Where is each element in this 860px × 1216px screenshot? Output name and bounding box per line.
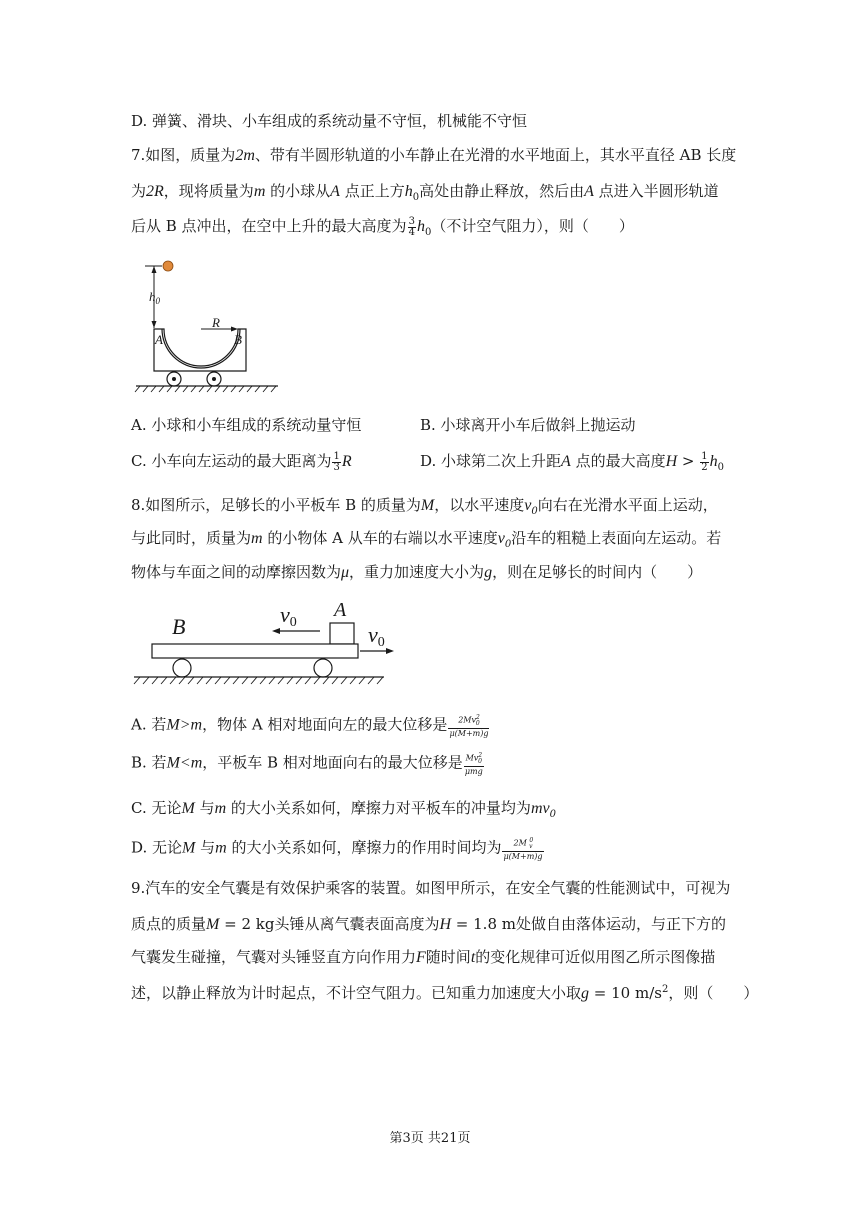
q8-option-b: B. 若M<m，平板车 B 相对地面向右的最大位移是 $\frac{Mv^2_0}{\text{μmg}}$ (131, 752, 483, 777)
q7-option-d: D. 小球第二次上升距A 点的最大高度H > $\frac{1}{2}$ $h_0$ (420, 450, 725, 473)
q8-option-a: A. 若M>m，物体 A 相对地面向左的最大位移是 $\frac{2Mv^2_0}{\mu(M+m)g}$ (131, 714, 489, 739)
q8-figure-plank-block (130, 598, 400, 694)
q6-option-d: D. 弹簧、滑块、小车组成的系统动量不守恒，机械能不守恒 (131, 112, 528, 130)
q7-option-a: A. 小球和小车组成的系统动量守恒 (131, 416, 362, 434)
fraction-3-4: $\frac{3}{4}$ (408, 215, 415, 238)
q9-stem-line2: 质点的质量M = 2 kg头锤从离气囊表面高度为H = 1.8 m处做自由落体运动，与正下方的 (131, 915, 726, 933)
q7-stem-line2: 为2R，现将质量为m 的小球从A 点正上方$h_0$高处由静止释放，然后由A 点进入半圆形轨道 (131, 182, 719, 203)
fraction-1-2: $\frac{1}{2}$ (701, 450, 708, 473)
q7-stem-line1: 7.如图，质量为2m、带有半圆形轨道的小车静止在光滑的水平地面上，其水平直径 AB 长度 (131, 146, 737, 164)
label-h0: $h_0$ (149, 289, 160, 306)
fraction-option-a: $\frac{2Mv^2_0}{\mu(M+m)g}$ (449, 714, 489, 739)
label-a: A (155, 332, 163, 347)
ball (163, 261, 173, 271)
plank-b (152, 644, 358, 658)
label-b: B (172, 614, 186, 639)
label-v0-right: v0 (368, 622, 385, 650)
q8-stem-line2: 与此同时，质量为m 的小物体 A 从车的右端以水平速度$v_0$沿车的粗糙上表面向左运动。若 (131, 529, 722, 550)
q8-option-c: C. 无论M 与m 的大小关系如何，摩擦力对平板车的冲量均为$mv_0$ (131, 799, 556, 820)
fraction-option-d: $\frac{2M ^0_v}{\mu(M+m)g}$ (503, 837, 543, 862)
q7-stem-line3: 后从 B 点冲出，在空中上升的最大高度为 $\frac{3}{4}$ $h_0$（不计空气阻力），则（ ） (131, 215, 634, 238)
q8-stem-line3: 物体与车面之间的动摩擦因数为μ，重力加速度大小为g，则在足够长的时间内（ ） (131, 563, 703, 581)
q9-stem-line1: 9.汽车的安全气囊是有效保护乘客的装置。如图甲所示，在安全气囊的性能测试中，可视为 (131, 879, 731, 897)
fraction-option-b: $\frac{Mv^2_0}{\text{μmg}}$ (464, 752, 483, 777)
page-footer: 第3页 共21页 (389, 1131, 471, 1146)
q9-stem-line3: 气囊发生碰撞，气囊对头锤竖直方向作用力F随时间t的变化规律可近似用图乙所示图像描 (131, 948, 716, 966)
q7-option-b: B. 小球离开小车后做斜上抛运动 (420, 416, 636, 434)
q9-stem-line4: 述，以静止释放为计时起点，不计空气阻力。已知重力加速度大小取g = 10 $m/s^2$，则（ ） (131, 984, 759, 1002)
q8-option-d: D. 无论M 与m 的大小关系如何，摩擦力的作用时间均为 $\frac{2M ^0_v}{\mu(M+m)g}$ (131, 837, 543, 862)
label-r: R (212, 315, 220, 330)
q8-stem-line1: 8.如图所示，足够长的小平板车 B 的质量为M，以水平速度$v_0$向右在光滑水平面上运动， (131, 496, 718, 517)
fraction-1-3: $\frac{1}{3}$ (333, 450, 340, 473)
label-b: B (234, 332, 242, 347)
block-a (330, 623, 354, 644)
label-a: A (334, 599, 347, 621)
q7-figure-cart-semicircle (128, 255, 288, 395)
q7-option-c: C. 小车向左运动的最大距离为 $\frac{1}{3}$ R (131, 450, 352, 473)
label-v0-left: v0 (280, 602, 297, 630)
